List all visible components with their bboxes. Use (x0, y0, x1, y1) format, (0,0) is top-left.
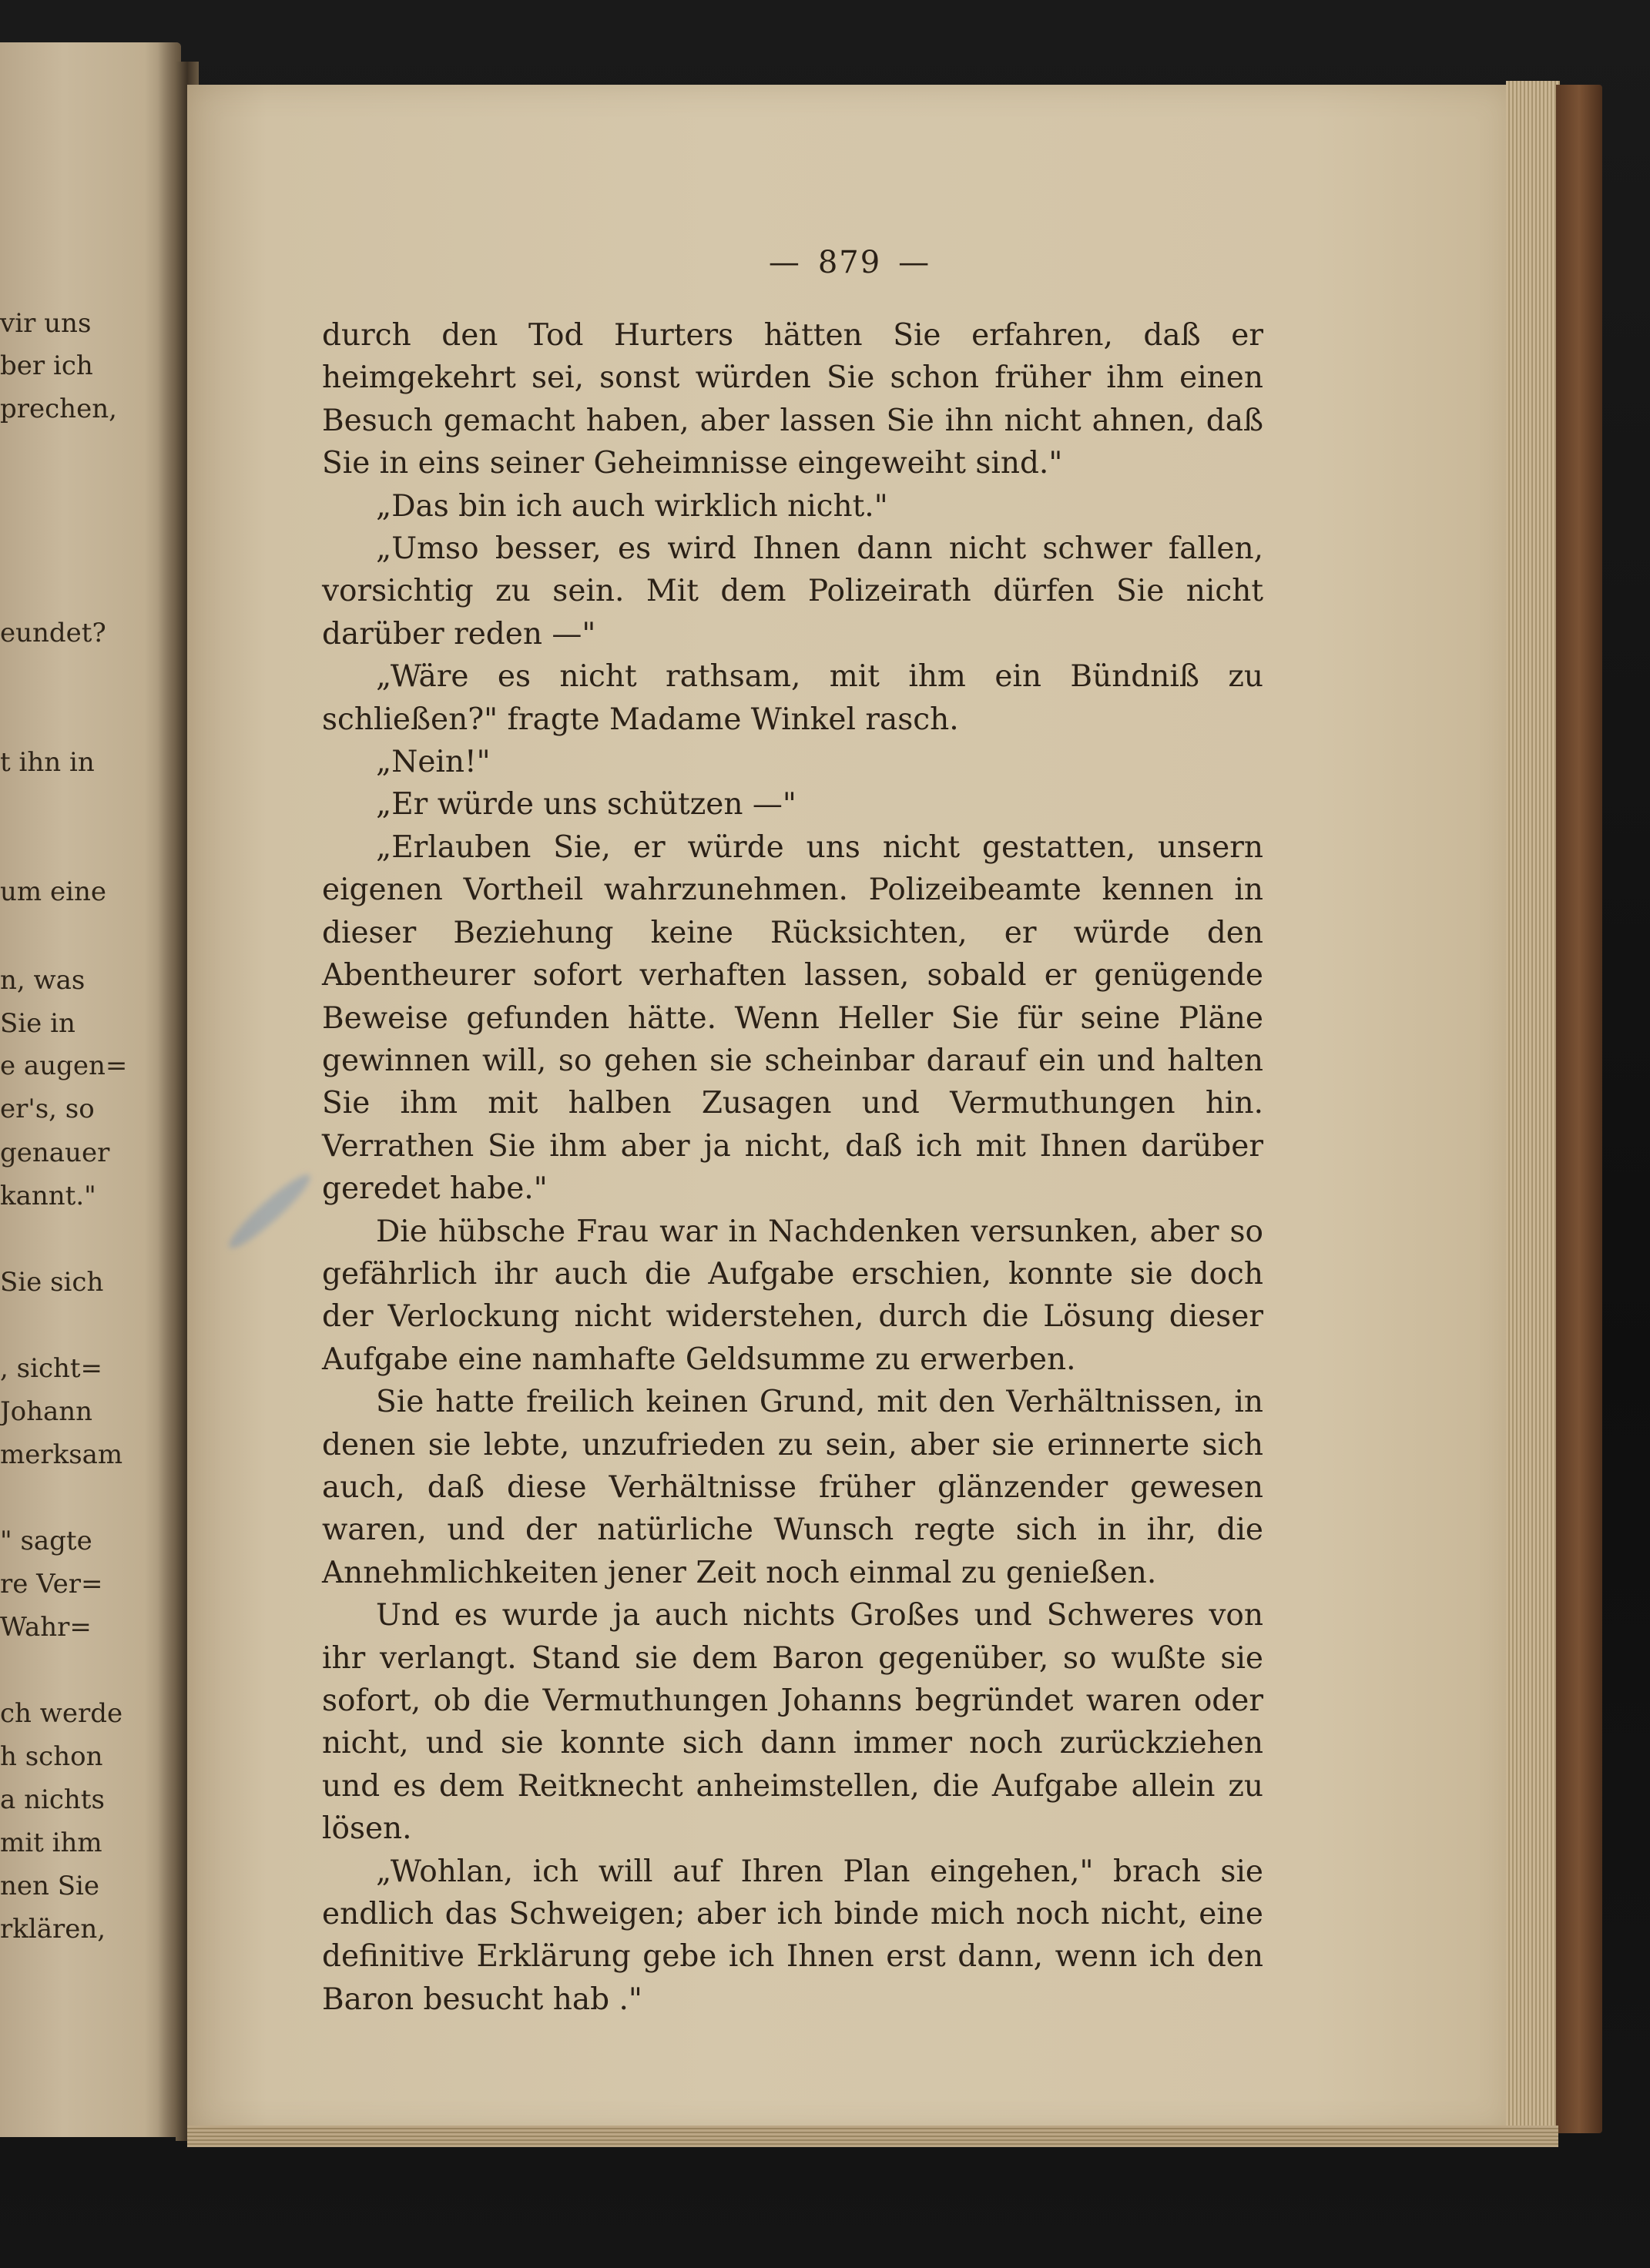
paragraph: „Wäre es nicht rathsam, mit ihm ein Bündniß zu schließen?" fragte Madame Winkel rasch. (322, 659, 1263, 737)
paragraph: „Wohlan, ich will auf Ihren Plan eingehen," brach sie endlich das Schweigen; aber ich binde mich noch nicht, eine definitive Erklärung gebe ich Ihnen erst dann, wenn ich den Baron besucht hab ." (322, 1854, 1263, 2017)
paragraph: „Das bin ich auch wirklich nicht." (376, 488, 888, 524)
fragment-line: genauer (0, 1137, 110, 1168)
fragment-line: , sicht= (0, 1353, 103, 1384)
fragment-line: ber ich (0, 350, 93, 381)
body-text (322, 314, 1263, 2021)
fragment-line: um eine (0, 876, 106, 907)
paragraph: „Er würde uns schützen —" (376, 787, 796, 822)
paragraph: „Umso besser, es wird Ihnen dann nicht schwer fallen, vorsichtig zu sein. Mit dem Polizeirath dürfen Sie nicht darüber reden —" (322, 531, 1263, 652)
fragment-line: merksam (0, 1439, 123, 1470)
fragment-line: re Ver= (0, 1569, 103, 1600)
fragment-line: n, was (0, 965, 86, 996)
page-number: 879 (817, 245, 882, 280)
header-dash-left: — (768, 245, 801, 280)
fragment-line: nen Sie (0, 1871, 100, 1901)
fragment-line: mit ihm (0, 1827, 102, 1858)
fragment-line: Johann (0, 1396, 93, 1427)
fragment-line: h schon (0, 1741, 103, 1772)
previous-page (0, 42, 181, 2137)
fragment-line: Wahr= (0, 1612, 92, 1643)
fragment-line: Sie sich (0, 1267, 104, 1298)
fragment-line: eundet? (0, 618, 106, 648)
paragraph: Die hübsche Frau war in Nachdenken versunken, aber so gefährlich ihr auch die Aufgabe erschien, konnte sie doch der Verlockung nicht widerstehen, durch die Lösung dieser Aufgabe eine namhafte Geldsumme zu erwerben. (322, 1214, 1263, 1377)
bottom-page-edges (187, 2126, 1558, 2147)
paragraph: Und es wurde ja auch nichts Großes und Schweres von ihr verlangt. Stand sie dem Baron gegenüber, so wußte sie sofort, ob die Vermuthungen Johanns begründet waren oder nicht, und sie konnte sich dann immer noch zurückziehen und es dem Reitknecht anheimstellen, die Aufgabe allein zu lösen. (322, 1598, 1263, 1847)
header-dash-right: — (898, 245, 931, 280)
page-header (187, 245, 1512, 280)
fragment-line: Sie in (0, 1008, 75, 1039)
paragraph: durch den Tod Hurters hätten Sie erfahren, daß er heimgekehrt sei, sonst würden Sie schon früher ihm einen Besuch gemacht haben, aber lassen Sie ihn nicht ahnen, daß Sie in eins seiner Geheimnisse eingeweiht sind." (322, 318, 1263, 481)
previous-page-text-fragments (0, 42, 128, 2137)
fragment-line: e augen= (0, 1050, 128, 1081)
fragment-line: er's, so (0, 1094, 95, 1124)
fragment-line: t ihn in (0, 747, 95, 778)
fragment-line: ch werde (0, 1698, 123, 1729)
book-cover (1556, 85, 1602, 2133)
page-edges (1506, 81, 1560, 2129)
fragment-line: a nichts (0, 1784, 105, 1815)
paragraph: „Nein!" (376, 745, 491, 780)
fragment-line: kannt." (0, 1181, 96, 1211)
fragment-line: rklären, (0, 1914, 106, 1945)
paragraph: Sie hatte freilich keinen Grund, mit den Verhältnissen, in denen sie lebte, unzufrieden zu sein, aber sie erinnerte sich auch, daß diese Verhältnisse früher glänzender gewesen waren, und der natürliche Wunsch regte sich in ihr, die Annehmlichkeiten jener Zeit noch einmal zu genießen. (322, 1385, 1263, 1590)
fragment-line: vir uns (0, 308, 92, 339)
fragment-line: " sagte (0, 1526, 92, 1556)
fragment-line: prechen, (0, 394, 117, 424)
paragraph: „Erlauben Sie, er würde uns nicht gestatten, unsern eigenen Vortheil wahrzunehmen. Polizeibeamte kennen in dieser Beziehung keine Rücksichten, er würde den Abentheurer sofort verhaften lassen, sobald er genügende Beweise gefunden hätte. Wenn Heller Sie für seine Pläne gewinnen will, so gehen sie scheinbar darauf ein und halten Sie ihm mit halben Zusagen und Vermuthungen hin. Verrathen Sie ihm aber ja nicht, daß ich mit Ihnen darüber geredet habe." (322, 829, 1263, 1207)
